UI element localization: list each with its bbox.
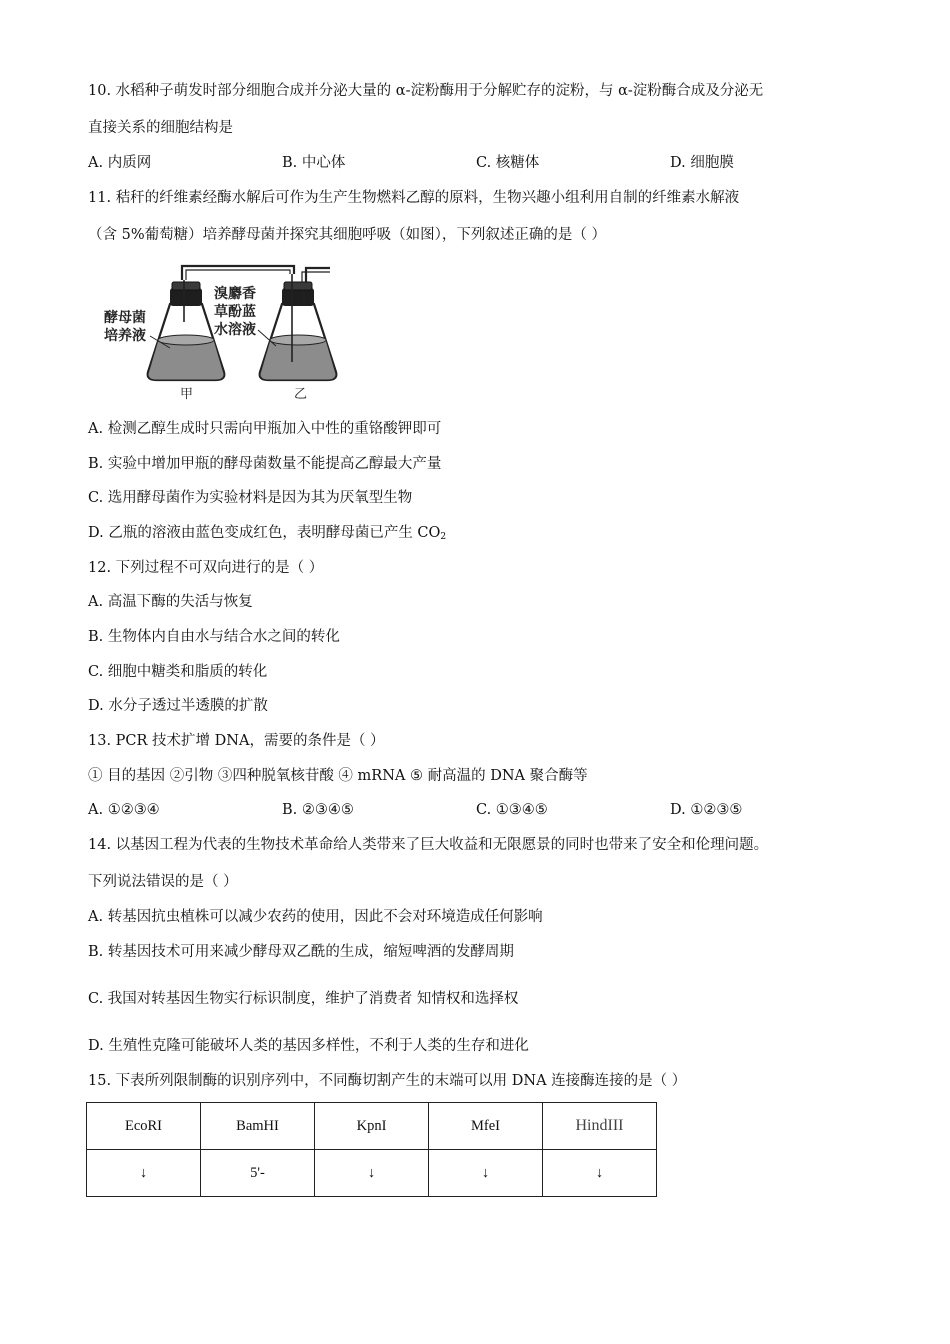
q11-option-a: A. 检测乙醇生成时只需向甲瓶加入中性的重铬酸钾即可 [88,421,442,437]
q13-option-a: A. ①②③④ [88,802,160,818]
header-bamhi: BamHI [201,1103,315,1150]
flask-yi [260,274,337,380]
cell-kpni: ↓ [315,1150,429,1197]
cell-hindiii: ↓ [543,1150,657,1197]
q12-option-c: C. 细胞中糖类和脂质的转化 [88,664,268,680]
q11-option-b: B. 实验中增加甲瓶的酵母菌数量不能提高乙醇最大产量 [88,456,442,472]
flask-jia [148,280,225,380]
connecting-tube-inner [186,270,290,280]
cell-bamhi: 5'- [201,1150,315,1197]
caption-yi: 乙 [294,387,308,402]
q14-option-a: A. 转基因抗虫植株可以减少农药的使用，因此不会对环境造成任何影响 [88,909,543,925]
yeast-respiration-figure [98,262,338,402]
q14-stem-line-2: 下列说法错误的是（ ） [88,874,238,890]
q14-option-c: C. 我国对转基因生物实行标识制度，维护了消费者 知情权和选择权 [88,991,519,1007]
q10-stem-line-2: 直接关系的细胞结构是 [88,120,233,136]
q13-option-c: C. ①③④⑤ [476,802,548,818]
q12-option-a: A. 高温下酶的失活与恢复 [88,594,253,610]
q13-option-b: B. ②③④⑤ [282,802,354,818]
label-yeast-culture-1: 酵母菌 [104,310,146,326]
header-kpni: KpnI [315,1103,429,1150]
q12-stem: 12. 下列过程不可双向进行的是（ ） [88,560,324,576]
caption-jia: 甲 [180,387,194,402]
q10-option-b: B. 中心体 [282,155,346,171]
table-row [87,1150,657,1197]
header-hindiii: HindIII [543,1103,657,1150]
q14-option-d: D. 生殖性克隆可能破坏人类的基因多样性，不利于人类的生存和进化 [88,1038,529,1054]
label-indicator-1: 溴麝香 [214,286,256,302]
q13-options [88,800,868,820]
header-mfei: MfeI [429,1103,543,1150]
restriction-enzyme-table [86,1102,657,1197]
label-indicator-2: 草酚蓝 [214,304,256,320]
cell-mfei: ↓ [429,1150,543,1197]
co2-subscript: 2 [440,532,447,542]
q11-option-d-text: D. 乙瓶的溶液由蓝色变成红色，表明酵母菌已产生 CO [88,525,441,541]
q10-option-c: C. 核糖体 [476,155,540,171]
q10-stem-line-1: 10. 水稻种子萌发时部分细胞合成并分泌大量的 α-淀粉酶用于分解贮存的淀粉，与 α-淀粉酶合成及分泌无 [88,83,764,99]
cell-ecori: ↓ [87,1150,201,1197]
q13-option-d: D. ①②③⑤ [670,802,743,818]
label-indicator-3: 水溶液 [214,322,256,338]
q10-option-a: A. 内质网 [88,155,152,171]
q11-option-c: C. 选用酵母菌作为实验材料是因为其为厌氧型生物 [88,490,413,506]
q11-option-d [88,523,446,547]
q10-option-d: D. 细胞膜 [670,155,734,171]
q11-stem-line-1: 11. 秸秆的纤维素经酶水解后可作为生产生物燃料乙醇的原料，生物兴趣小组利用自制的纤维素水解液 [88,190,740,206]
label-yeast-culture-2: 培养液 [104,328,146,344]
q13-stem: 13. PCR 技术扩增 DNA，需要的条件是（ ） [88,733,385,749]
connecting-tube [182,266,294,280]
table-header-row [87,1103,657,1150]
q13-conditions: ① 目的基因 ②引物 ③四种脱氧核苷酸 ④ mRNA ⑤ 耐高温的 DNA 聚合酶等 [88,768,588,784]
q11-stem-line-2: （含 5%葡萄糖）培养酵母菌并探究其细胞呼吸（如图），下列叙述正确的是（ ） [88,227,606,243]
q14-option-b: B. 转基因技术可用来减少酵母双乙酰的生成，缩短啤酒的发酵周期 [88,944,514,960]
q15-stem: 15. 下表所列限制酶的识别序列中，不同酶切割产生的末端可以用 DNA 连接酶连接的是（ ） [88,1073,687,1089]
header-ecori: EcoRI [87,1103,201,1150]
q12-option-b: B. 生物体内自由水与结合水之间的转化 [88,629,340,645]
q14-stem-line-1: 14. 以基因工程为代表的生物技术革命给人类带来了巨大收益和无限愿景的同时也带来了安全和伦理问题。 [88,837,769,853]
q12-option-d: D. 水分子透过半透膜的扩散 [88,698,268,714]
q10-options [88,153,868,173]
